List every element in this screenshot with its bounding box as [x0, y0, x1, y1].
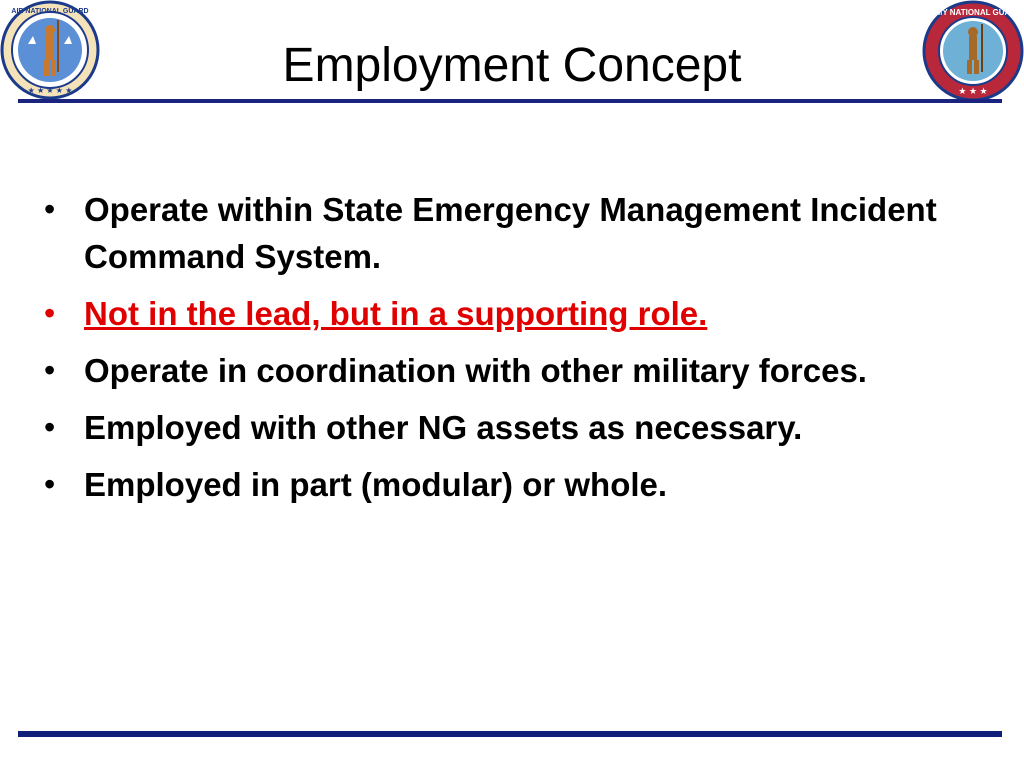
bullet-list	[40, 186, 1000, 518]
bullet-text: Operate within State Emergency Management Incident Command System.	[84, 191, 937, 275]
bullet-dot-icon: •	[44, 191, 56, 227]
bullet-item	[40, 347, 1000, 394]
bullet-text: Operate in coordination with other military forces.	[84, 352, 867, 389]
bullet-item-highlight	[40, 290, 1000, 337]
bullet-text: Employed in part (modular) or whole.	[84, 466, 668, 503]
bullet-item	[40, 186, 1000, 280]
svg-text:★ ★ ★: ★ ★ ★	[958, 86, 988, 96]
svg-text:AIR NATIONAL GUARD: AIR NATIONAL GUARD	[11, 8, 89, 15]
bullet-item	[40, 404, 1000, 451]
svg-text:ARMY NATIONAL GUARD: ARMY NATIONAL GUARD	[924, 8, 1022, 17]
bullet-text: Not in the lead, but in a supporting role.	[84, 295, 708, 332]
title-divider	[18, 99, 1002, 103]
bullet-dot-icon: •	[44, 466, 56, 502]
bullet-text: Employed with other NG assets as necessary.	[84, 409, 803, 446]
bullet-dot-icon: •	[44, 295, 56, 331]
bullet-dot-icon: •	[44, 409, 56, 445]
bullet-dot-icon: •	[44, 352, 56, 388]
bullet-item	[40, 461, 1000, 508]
svg-text:★ ★ ★ ★ ★: ★ ★ ★ ★ ★	[27, 86, 73, 95]
slide-title: Employment Concept	[282, 39, 742, 92]
footer-divider	[18, 731, 1002, 737]
